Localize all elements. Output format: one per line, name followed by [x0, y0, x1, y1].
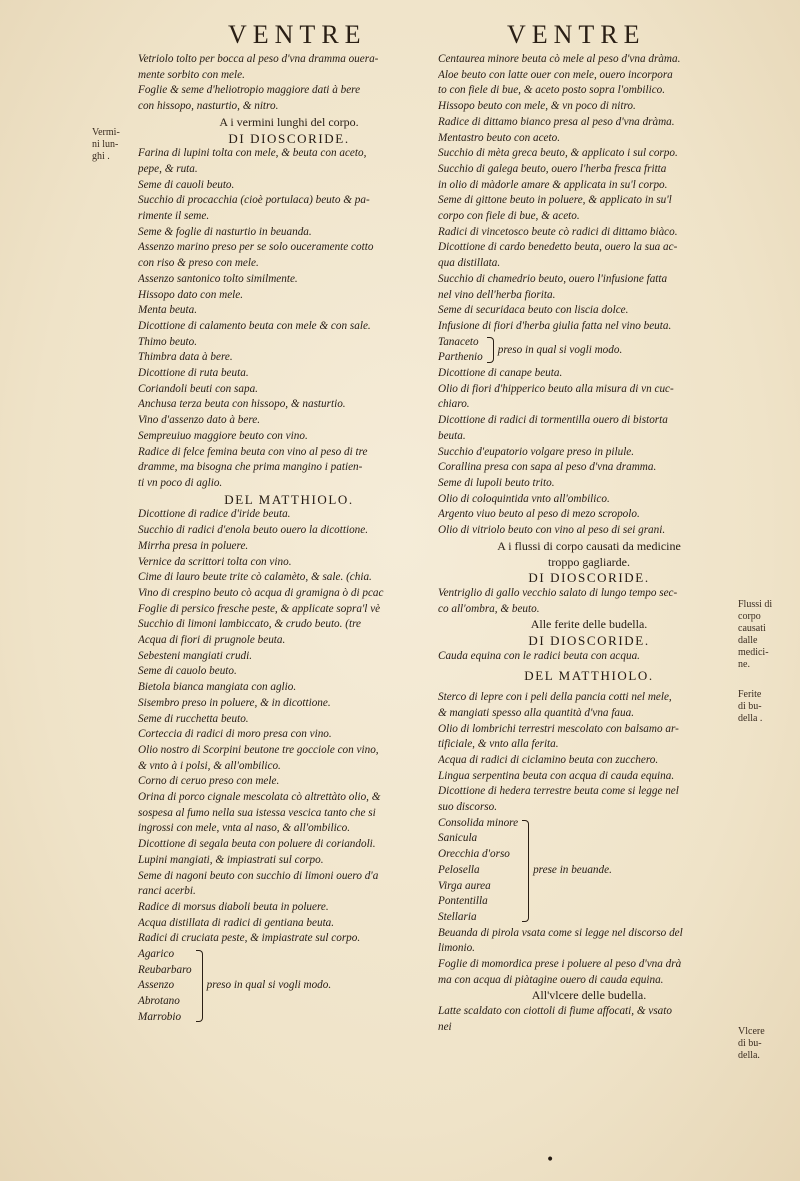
- text-line: Corteccia di radici di moro presa con vino.: [138, 728, 332, 741]
- text-line: ingrossi con mele, vnta al naso, & all'ombilico.: [138, 822, 351, 835]
- text-line: Olio di coloquintida vnto all'ombilico.: [438, 492, 610, 505]
- section-heading-vlcere: All'vlcere delle budella.: [531, 988, 647, 1003]
- text-line: Menta beuta.: [138, 304, 198, 317]
- right-entries-f: [438, 926, 740, 989]
- bracket-group-consolida: [438, 816, 740, 926]
- bracket-group-agarico: [138, 947, 440, 1026]
- section-heading-matthiolo-2: DEL MATTHIOLO.: [524, 668, 654, 684]
- right-entries-b: [438, 366, 740, 539]
- right-entries-c: [438, 586, 740, 617]
- text-line: Seme di nagoni beuto con succhio di limoni ouero d'a: [138, 869, 379, 882]
- text-line: Orina di porco cignale mescolata cò altrettàto olio, &: [138, 791, 381, 804]
- text-line: mente sorbito con mele.: [138, 68, 245, 81]
- margin-note-flussi: Flussi di corpo causati dalle medici- ne.: [738, 599, 773, 670]
- text-line: Sempreuiuo maggiore beuto con vino.: [138, 429, 308, 442]
- bracket-group-tanaceto: [438, 335, 740, 366]
- bracket-item: Orecchia d'orso: [438, 848, 510, 861]
- bracket-item: Agarico: [138, 948, 175, 961]
- text-line: Beuanda di pirola vsata come si legge nel discorso del: [438, 926, 683, 939]
- text-line: Dicottione di calamento beuta con mele & con sale.: [138, 319, 371, 332]
- bracket-item: Sanicula: [438, 832, 478, 845]
- text-line: Radici di cruciata peste, & impiastrate sul corpo.: [138, 932, 361, 945]
- margin-note-vermini: Vermi- ni lun- ghi .: [92, 127, 120, 162]
- text-line: Seme di securidaca beuto con liscia dolce.: [438, 304, 629, 317]
- text-line: to con fiele di bue, & aceto posto sopra l'ombilico.: [438, 84, 666, 97]
- text-line: Hissopo dato con mele.: [138, 288, 244, 301]
- text-line: Vino d'assenzo dato à bere.: [138, 414, 261, 427]
- text-line: Mentastro beuto con aceto.: [438, 131, 560, 144]
- text-line: dramme, ma bisogna che prima mangino i patien-: [138, 461, 363, 474]
- right-entries-a: [438, 52, 740, 335]
- text-line: nel vino dell'herba fiorita.: [438, 288, 556, 301]
- brace-mark: [196, 950, 203, 1022]
- text-line: Dicottione di segala beuta con poluere di coriandoli.: [138, 838, 376, 851]
- section-heading-flussi: A i flussi di corpo causati da medicine: [497, 538, 681, 553]
- text-line: Corallina presa con sapa al peso d'vna dramma.: [438, 461, 657, 474]
- section-heading-flussi-cont: troppo gagliarde.: [548, 554, 630, 569]
- text-line: Sebesteni mangiati crudi.: [138, 649, 253, 662]
- text-line: tificiale, & vnto alla ferita.: [438, 738, 559, 751]
- bracket-items: [438, 816, 518, 926]
- left-entries-b: [138, 146, 440, 491]
- left-column: [138, 52, 440, 1026]
- text-line: Vetriolo tolto per bocca al peso d'vna dramma ouera-: [138, 53, 379, 65]
- text-line: limonio.: [438, 942, 475, 955]
- text-line: Foglie di persico fresche peste, & applicate sopra'l vè: [138, 602, 381, 615]
- left-entries-a: [138, 52, 440, 115]
- text-line: Aloe beuto con latte ouer con mele, ouero incorpora: [438, 68, 673, 81]
- text-line: Vino di crespino beuto cò acqua di gramigna ò di pcac: [138, 586, 384, 599]
- text-line: Anchusa terza beuta con hissopo, & nasturtio.: [138, 398, 346, 411]
- bracket-item: Stellaria: [438, 910, 477, 923]
- text-line: Olio di fiori d'hipperico beuto alla misura di vn cuc-: [438, 382, 674, 395]
- text-line: corpo con fiele di bue, & aceto.: [438, 210, 580, 223]
- text-line: Cime di lauro beute trite cò calamèto, & sale. (chia.: [138, 571, 372, 584]
- text-line: Lingua serpentina beuta con acqua di cauda equina.: [438, 769, 675, 782]
- right-column: [438, 52, 740, 1036]
- text-line: beuta.: [438, 429, 466, 442]
- right-entries-d: [438, 649, 740, 665]
- section-heading-dioscoride: DI DIOSCORIDE.: [228, 130, 350, 146]
- section-heading-matthiolo: DEL MATTHIOLO.: [224, 491, 354, 507]
- bracket-item: Abrotano: [138, 995, 180, 1008]
- bracket-items: [138, 947, 192, 1026]
- text-line: Thimbra data à bere.: [138, 351, 233, 364]
- text-line: Seme di cauolo beuto.: [138, 665, 237, 678]
- bracket-item: Pelosella: [438, 863, 480, 876]
- text-line: Succhio di galega beuto, ouero l'herba fresca fritta: [438, 162, 667, 175]
- bracket-items: [438, 335, 483, 366]
- text-line: co all'ombra, & beuto.: [438, 602, 540, 615]
- text-line: Sisembro preso in poluere, & in dicottione.: [138, 696, 331, 709]
- text-line: Olio di vitriolo beuto con vino al peso di sei grani.: [438, 524, 666, 537]
- text-line: Vernice da scrittori tolta con vino.: [138, 555, 292, 568]
- bracket-item: Tanaceto: [438, 335, 479, 348]
- text-line: rimente il seme.: [138, 210, 210, 223]
- text-line: Thimo beuto.: [138, 335, 198, 348]
- text-line: Cauda equina con le radici beuta con acqua.: [438, 649, 640, 662]
- text-line: Dicottione di canape beuta.: [438, 367, 563, 380]
- bracket-item: Pontentilla: [438, 895, 488, 908]
- text-line: Radici di vincetosco beute cò radici di dittamo biàco.: [438, 225, 678, 238]
- text-line: Foglie & seme d'heliotropio maggiore dati à bere: [138, 84, 361, 97]
- text-line: sospesa al fumo nella sua istessa vescica tanto che si: [138, 806, 376, 819]
- margin-note-vlcere: Vlcere di bu- della.: [738, 1026, 765, 1061]
- text-line: ti vn poco di aglio.: [138, 476, 223, 489]
- text-line: Farina di lupini tolta con mele, & beuta con aceto,: [138, 147, 367, 160]
- text-line: Succhio di procacchia (cioè portulaca) beuto & pa-: [138, 194, 370, 207]
- text-line: Corno di ceruo preso con mele.: [138, 775, 280, 788]
- text-line: Succhio di mèta greca beuto, & applicato i sul corpo.: [438, 147, 678, 160]
- text-line: Radice di dittamo bianco presa al peso d'vna dràma.: [438, 115, 675, 128]
- text-line: Dicottione di ruta beuta.: [138, 367, 249, 380]
- text-line: Assenzo marino preso per se solo ouceramente cotto: [138, 241, 374, 254]
- text-line: chiaro.: [438, 398, 470, 411]
- text-line: & vnto à i polsi, & all'ombilico.: [138, 759, 281, 772]
- text-line: in olio di màdorle amare & applicata in su'l corpo.: [438, 178, 668, 191]
- text-line: Radice di morsus diaboli beuta in poluere.: [138, 900, 329, 913]
- bracket-item: Assenzo: [138, 979, 175, 992]
- text-line: Dicottione di hedera terrestre beuta come si legge nel: [438, 785, 679, 798]
- text-line: Centaurea minore beuta cò mele al peso d'vna dràma.: [438, 53, 681, 65]
- bullet-mark: •: [546, 1152, 555, 1168]
- text-line: nei: [438, 1020, 452, 1033]
- right-entries-e: [438, 690, 740, 816]
- section-heading-dioscoride-2: DI DIOSCORIDE.: [528, 570, 650, 586]
- text-line: Seme & foglie di nasturtio in beuanda.: [138, 225, 312, 238]
- text-line: Seme di gittone beuto in poluere, & applicato in su'l: [438, 194, 672, 207]
- section-heading-ferite: Alle ferite delle budella.: [530, 617, 648, 632]
- bracket-item: Virga aurea: [438, 879, 491, 892]
- text-line: Succhio di radici d'enola beuto ouero la dicottione.: [138, 524, 369, 537]
- brace-mark: [522, 820, 529, 922]
- section-heading-dioscoride-3: DI DIOSCORIDE.: [528, 633, 650, 649]
- margin-note-ferite: Ferite di bu- della .: [738, 689, 763, 724]
- text-line: Hissopo beuto con mele, & vn poco di nitro.: [438, 100, 636, 113]
- text-line: Assenzo santonico tolto similmente.: [138, 272, 298, 285]
- text-line: ranci acerbi.: [138, 885, 196, 898]
- text-line: con riso & preso con mele.: [138, 257, 259, 270]
- running-head-right: VENTRE: [507, 20, 646, 49]
- bracket-item: Reubarbaro: [138, 963, 192, 976]
- text-line: Seme di rucchetta beuto.: [138, 712, 249, 725]
- text-line: Bietola bianca mangiata con aglio.: [138, 681, 297, 694]
- text-line: Succhio di limoni lambiccato, & crudo beuto. (tre: [138, 618, 361, 631]
- text-line: Argento viuo beuto al peso di mezo scropolo.: [438, 508, 640, 521]
- text-line: Foglie di momordica prese i poluere al peso d'vna drà: [438, 958, 682, 971]
- text-line: Seme di cauoli beuto.: [138, 178, 235, 191]
- text-line: Seme di lupoli beuto trito.: [438, 476, 555, 489]
- bracket-label: prese in beuande.: [533, 863, 612, 876]
- text-line: Ventriglio di gallo vecchio salato di lungo tempo sec-: [438, 586, 678, 599]
- text-line: Mirrha presa in poluere.: [138, 539, 249, 552]
- text-line: Infusione di fiori d'herba giulia fatta nel vino beuta.: [438, 319, 672, 332]
- text-line: Succhio d'eupatorio volgare preso in pilule.: [438, 445, 635, 458]
- brace-mark: [487, 337, 494, 363]
- text-line: qua distillata.: [438, 257, 501, 270]
- text-line: Dicottione di radice d'iride beuta.: [138, 508, 291, 521]
- text-line: & mangiati spesso alla quantità d'vna faua.: [438, 706, 634, 719]
- text-line: pepe, & ruta.: [138, 162, 198, 175]
- section-heading-vermini: A i vermini lunghi del corpo.: [219, 114, 359, 129]
- text-line: Radice di felce femina beuta con vino al peso di tre: [138, 445, 368, 458]
- running-head-left: VENTRE: [228, 20, 367, 49]
- text-line: ma con acqua di piàtagine ouero di cauda equina.: [438, 973, 664, 986]
- text-line: Coriandoli beuti con sapa.: [138, 382, 258, 395]
- text-line: Latte scaldato con ciottoli di fiume affocati, & vsato: [438, 1005, 672, 1018]
- text-line: Dicottione di radici di tormentilla ouero di bistorta: [438, 414, 668, 427]
- text-line: Olio di lombrichi terrestri mescolato con balsamo ar-: [438, 722, 679, 735]
- bracket-label: preso in qual si vogli modo.: [497, 343, 623, 356]
- text-line: Sterco di lepre con i peli della pancia cotti nel mele,: [438, 691, 672, 704]
- text-line: con hissopo, nasturtio, & nitro.: [138, 100, 279, 113]
- left-entries-c: [138, 507, 440, 947]
- text-line: Succhio di chamedrio beuto, ouero l'infusione fatta: [438, 272, 668, 285]
- text-line: suo discorso.: [438, 801, 498, 814]
- text-line: Lupini mangiati, & impiastrati sul corpo.: [138, 853, 324, 866]
- right-entries-g: [438, 1004, 740, 1035]
- bracket-item: Consolida minore: [438, 816, 519, 829]
- bracket-item: Parthenio: [438, 351, 483, 364]
- text-line: Olio nostro di Scorpini beutone tre gocciole con vino,: [138, 743, 379, 756]
- text-line: Dicottione di cardo benedetto beuta, ouero la sua ac-: [438, 241, 678, 254]
- bracket-item: Marrobio: [138, 1010, 182, 1023]
- bracket-label: preso in qual si vogli modo.: [206, 979, 332, 992]
- text-line: Acqua di radici di ciclamino beuta con zucchero.: [438, 753, 659, 766]
- text-line: Acqua distillata di radici di gentiana beuta.: [138, 916, 335, 929]
- text-line: Acqua di fiori di prugnole beuta.: [138, 634, 286, 647]
